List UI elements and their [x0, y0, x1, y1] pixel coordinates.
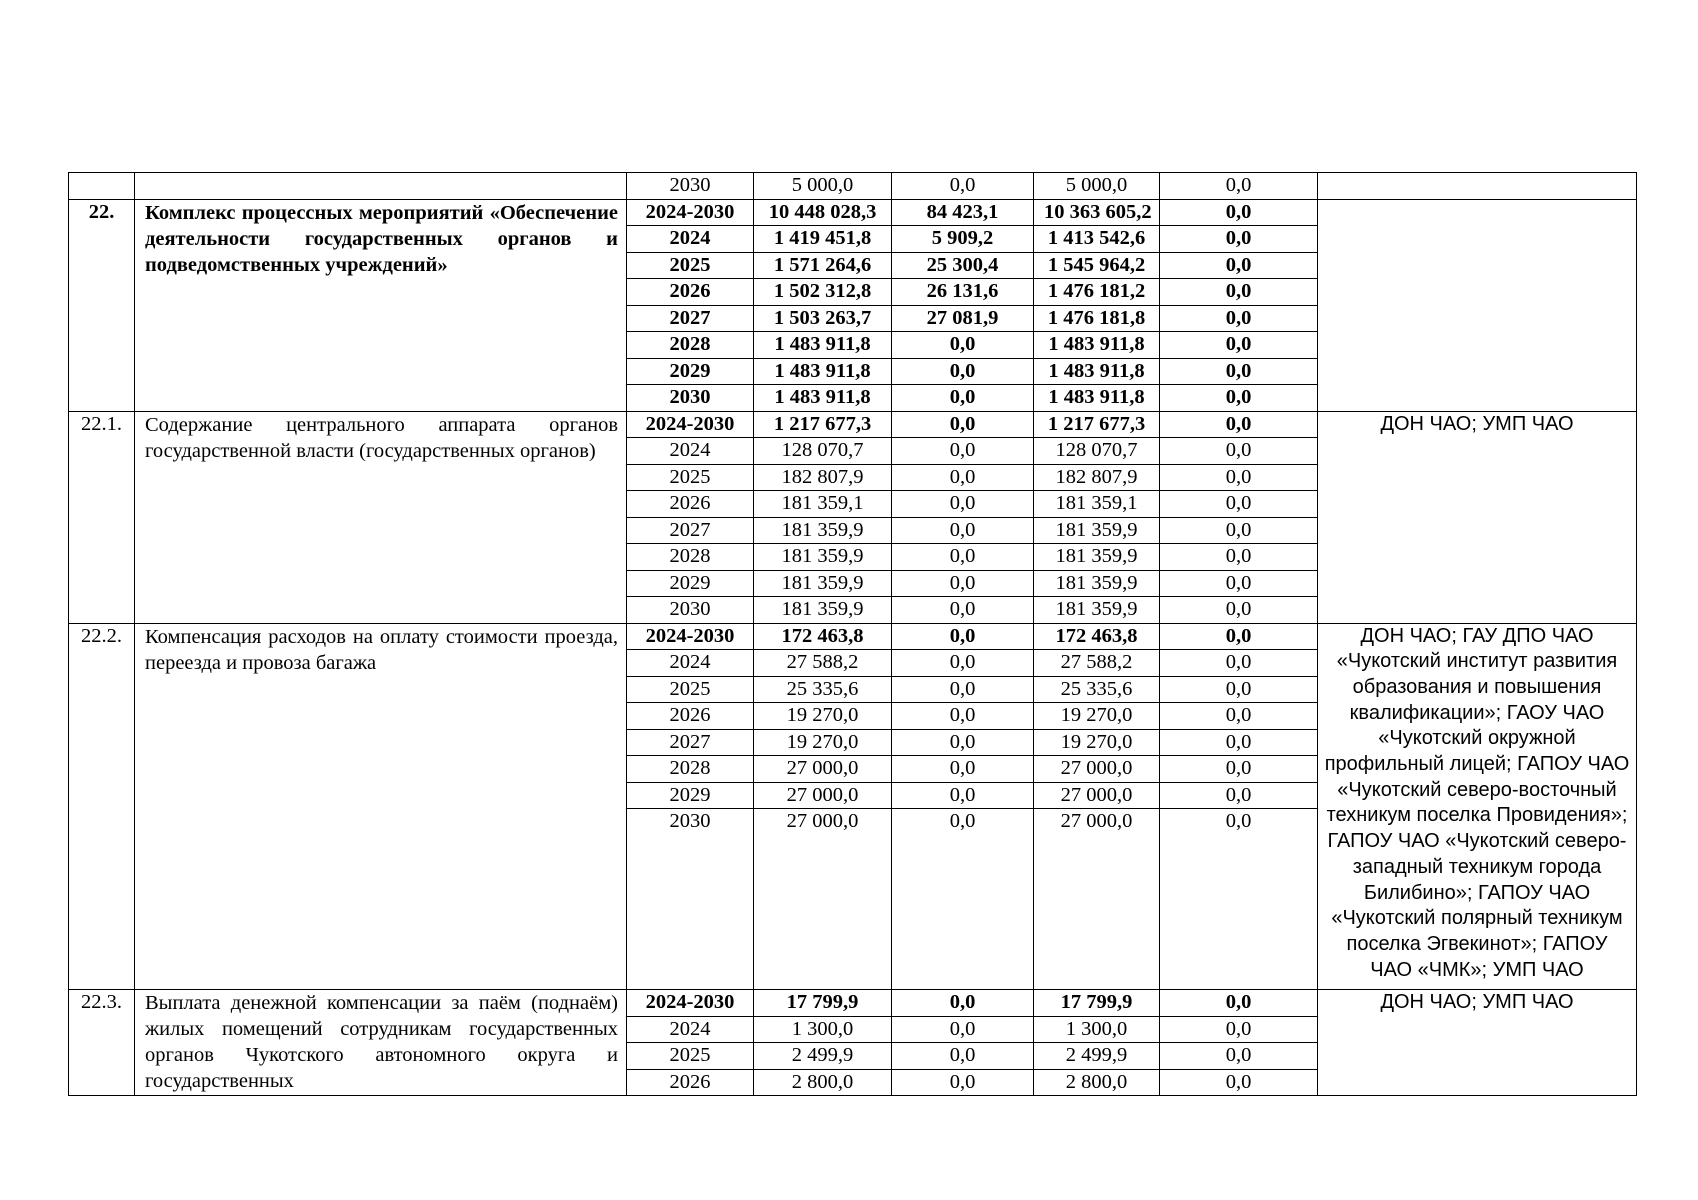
name-cell: Комплекс процессных мероприятий «Обеспечение деятельности государственных органов и подведомственных учреждений» [135, 199, 627, 411]
other-cell: 0,0 [1160, 570, 1318, 597]
regional-cell: 2 499,9 [1034, 1043, 1160, 1070]
executor-cell [1318, 199, 1637, 411]
table-body [69, 173, 1637, 1096]
total-cell: 1 217 677,3 [754, 411, 892, 438]
other-cell: 0,0 [1160, 173, 1318, 200]
other-cell: 0,0 [1160, 650, 1318, 677]
other-cell: 0,0 [1160, 990, 1318, 1017]
other-cell: 0,0 [1160, 438, 1318, 465]
federal-cell: 0,0 [892, 782, 1034, 809]
year-cell: 2029 [627, 782, 754, 809]
total-cell: 182 807,9 [754, 464, 892, 491]
federal-cell: 0,0 [892, 385, 1034, 412]
total-cell: 1 300,0 [754, 1016, 892, 1043]
year-cell: 2027 [627, 305, 754, 332]
regional-cell: 1 476 181,2 [1034, 279, 1160, 306]
other-cell: 0,0 [1160, 1069, 1318, 1096]
regional-cell: 1 217 677,3 [1034, 411, 1160, 438]
total-cell: 19 270,0 [754, 703, 892, 730]
regional-cell: 10 363 605,2 [1034, 199, 1160, 226]
federal-cell: 0,0 [892, 756, 1034, 783]
federal-cell: 26 131,6 [892, 279, 1034, 306]
other-cell: 0,0 [1160, 676, 1318, 703]
total-cell: 5 000,0 [754, 173, 892, 200]
executor-cell: ДОН ЧАО; УМП ЧАО [1318, 990, 1637, 1096]
total-cell: 128 070,7 [754, 438, 892, 465]
federal-cell: 0,0 [892, 1016, 1034, 1043]
other-cell: 0,0 [1160, 279, 1318, 306]
index-cell: 22.1. [69, 411, 135, 623]
other-cell: 0,0 [1160, 782, 1318, 809]
total-cell: 25 335,6 [754, 676, 892, 703]
other-cell: 0,0 [1160, 729, 1318, 756]
other-cell: 0,0 [1160, 597, 1318, 624]
regional-cell: 27 000,0 [1034, 809, 1160, 990]
regional-cell: 181 359,1 [1034, 491, 1160, 518]
year-cell: 2025 [627, 252, 754, 279]
regional-cell: 2 800,0 [1034, 1069, 1160, 1096]
table-row [69, 199, 1637, 226]
other-cell: 0,0 [1160, 491, 1318, 518]
total-cell: 181 359,9 [754, 517, 892, 544]
other-cell: 0,0 [1160, 332, 1318, 359]
name-cell: Выплата денежной компенсации за паём (поднаём) жилых помещений сотрудникам государственных органов Чукотского автономного округа и государственных [135, 990, 627, 1096]
regional-cell: 27 000,0 [1034, 756, 1160, 783]
total-cell: 1 483 911,8 [754, 332, 892, 359]
total-cell: 1 503 263,7 [754, 305, 892, 332]
other-cell: 0,0 [1160, 226, 1318, 253]
other-cell: 0,0 [1160, 809, 1318, 990]
index-cell: 22.2. [69, 623, 135, 990]
year-cell: 2030 [627, 173, 754, 200]
regional-cell: 182 807,9 [1034, 464, 1160, 491]
regional-cell: 1 483 911,8 [1034, 385, 1160, 412]
total-cell: 1 571 264,6 [754, 252, 892, 279]
regional-cell: 27 000,0 [1034, 782, 1160, 809]
federal-cell: 0,0 [892, 623, 1034, 650]
federal-cell: 0,0 [892, 676, 1034, 703]
year-cell: 2024-2030 [627, 411, 754, 438]
year-cell: 2025 [627, 676, 754, 703]
total-cell: 17 799,9 [754, 990, 892, 1017]
total-cell: 19 270,0 [754, 729, 892, 756]
year-cell: 2027 [627, 517, 754, 544]
index-cell: 22.3. [69, 990, 135, 1096]
regional-cell: 1 413 542,6 [1034, 226, 1160, 253]
executor-cell: ДОН ЧАО; УМП ЧАО [1318, 411, 1637, 623]
federal-cell: 25 300,4 [892, 252, 1034, 279]
total-cell: 27 000,0 [754, 782, 892, 809]
other-cell: 0,0 [1160, 544, 1318, 571]
other-cell: 0,0 [1160, 411, 1318, 438]
executor-cell: ДОН ЧАО; ГАУ ДПО ЧАО «Чукотский институт развития образования и повышения квалификации»; ГАОУ ЧАО «Чукотский окружной профильный лицей; ГАПОУ ЧАО «Чукотский северо-восточный техникум поселка Провидения»; ГАПОУ ЧАО «Чукотский северо-западный техникум города Билибино»; ГАПОУ ЧАО «Чукотский полярный техникум поселка Эгвекинот»; ГАПОУ ЧАО «ЧМК»; УМП ЧАО [1318, 623, 1637, 990]
other-cell: 0,0 [1160, 199, 1318, 226]
regional-cell: 181 359,9 [1034, 517, 1160, 544]
regional-cell: 25 335,6 [1034, 676, 1160, 703]
total-cell: 181 359,9 [754, 570, 892, 597]
other-cell: 0,0 [1160, 1043, 1318, 1070]
federal-cell: 0,0 [892, 703, 1034, 730]
total-cell: 2 499,9 [754, 1043, 892, 1070]
regional-cell: 1 483 911,8 [1034, 332, 1160, 359]
regional-cell: 181 359,9 [1034, 597, 1160, 624]
regional-cell: 1 545 964,2 [1034, 252, 1160, 279]
year-cell: 2028 [627, 544, 754, 571]
regional-cell: 1 300,0 [1034, 1016, 1160, 1043]
total-cell: 181 359,9 [754, 597, 892, 624]
year-cell: 2025 [627, 1043, 754, 1070]
regional-cell: 172 463,8 [1034, 623, 1160, 650]
total-cell: 27 588,2 [754, 650, 892, 677]
federal-cell: 0,0 [892, 173, 1034, 200]
federal-cell: 84 423,1 [892, 199, 1034, 226]
year-cell: 2030 [627, 809, 754, 990]
total-cell: 1 419 451,8 [754, 226, 892, 253]
total-cell: 27 000,0 [754, 809, 892, 990]
total-cell: 27 000,0 [754, 756, 892, 783]
federal-cell: 0,0 [892, 332, 1034, 359]
name-cell: Содержание центрального аппарата органов государственной власти (государственных органов) [135, 411, 627, 623]
year-cell: 2026 [627, 279, 754, 306]
table-row [69, 990, 1637, 1017]
total-cell: 2 800,0 [754, 1069, 892, 1096]
other-cell: 0,0 [1160, 252, 1318, 279]
year-cell: 2024-2030 [627, 199, 754, 226]
year-cell: 2029 [627, 358, 754, 385]
total-cell: 1 502 312,8 [754, 279, 892, 306]
name-cell: Компенсация расходов на оплату стоимости проезда, переезда и провоза багажа [135, 623, 627, 990]
regional-cell: 128 070,7 [1034, 438, 1160, 465]
regional-cell: 181 359,9 [1034, 544, 1160, 571]
year-cell: 2024 [627, 1016, 754, 1043]
federal-cell: 0,0 [892, 358, 1034, 385]
regional-cell: 17 799,9 [1034, 990, 1160, 1017]
year-cell: 2024 [627, 650, 754, 677]
regional-cell: 27 588,2 [1034, 650, 1160, 677]
federal-cell: 0,0 [892, 1043, 1034, 1070]
other-cell: 0,0 [1160, 305, 1318, 332]
other-cell: 0,0 [1160, 358, 1318, 385]
year-cell: 2024-2030 [627, 623, 754, 650]
index-cell [69, 173, 135, 200]
total-cell: 181 359,9 [754, 544, 892, 571]
federal-cell: 0,0 [892, 990, 1034, 1017]
federal-cell: 0,0 [892, 438, 1034, 465]
regional-cell: 19 270,0 [1034, 729, 1160, 756]
other-cell: 0,0 [1160, 1016, 1318, 1043]
other-cell: 0,0 [1160, 385, 1318, 412]
federal-cell: 0,0 [892, 1069, 1034, 1096]
federal-cell: 0,0 [892, 517, 1034, 544]
index-cell: 22. [69, 199, 135, 411]
federal-cell: 0,0 [892, 650, 1034, 677]
other-cell: 0,0 [1160, 517, 1318, 544]
total-cell: 1 483 911,8 [754, 385, 892, 412]
federal-cell: 5 909,2 [892, 226, 1034, 253]
year-cell: 2030 [627, 597, 754, 624]
table-row [69, 173, 1637, 200]
total-cell: 172 463,8 [754, 623, 892, 650]
year-cell: 2026 [627, 491, 754, 518]
year-cell: 2028 [627, 332, 754, 359]
year-cell: 2025 [627, 464, 754, 491]
regional-cell: 181 359,9 [1034, 570, 1160, 597]
federal-cell: 0,0 [892, 597, 1034, 624]
year-cell: 2028 [627, 756, 754, 783]
year-cell: 2027 [627, 729, 754, 756]
regional-cell: 1 476 181,8 [1034, 305, 1160, 332]
table-row [69, 623, 1637, 650]
federal-cell: 27 081,9 [892, 305, 1034, 332]
federal-cell: 0,0 [892, 809, 1034, 990]
year-cell: 2024 [627, 226, 754, 253]
regional-cell: 5 000,0 [1034, 173, 1160, 200]
name-cell [135, 173, 627, 200]
federal-cell: 0,0 [892, 411, 1034, 438]
total-cell: 181 359,1 [754, 491, 892, 518]
federal-cell: 0,0 [892, 544, 1034, 571]
federal-cell: 0,0 [892, 491, 1034, 518]
year-cell: 2026 [627, 703, 754, 730]
regional-cell: 19 270,0 [1034, 703, 1160, 730]
regional-cell: 1 483 911,8 [1034, 358, 1160, 385]
year-cell: 2026 [627, 1069, 754, 1096]
other-cell: 0,0 [1160, 756, 1318, 783]
other-cell: 0,0 [1160, 464, 1318, 491]
federal-cell: 0,0 [892, 464, 1034, 491]
other-cell: 0,0 [1160, 623, 1318, 650]
year-cell: 2030 [627, 385, 754, 412]
total-cell: 10 448 028,3 [754, 199, 892, 226]
year-cell: 2024-2030 [627, 990, 754, 1017]
budget-table [68, 172, 1637, 1096]
federal-cell: 0,0 [892, 570, 1034, 597]
total-cell: 1 483 911,8 [754, 358, 892, 385]
year-cell: 2024 [627, 438, 754, 465]
other-cell: 0,0 [1160, 703, 1318, 730]
federal-cell: 0,0 [892, 729, 1034, 756]
executor-cell [1318, 173, 1637, 200]
year-cell: 2029 [627, 570, 754, 597]
table-row [69, 411, 1637, 438]
